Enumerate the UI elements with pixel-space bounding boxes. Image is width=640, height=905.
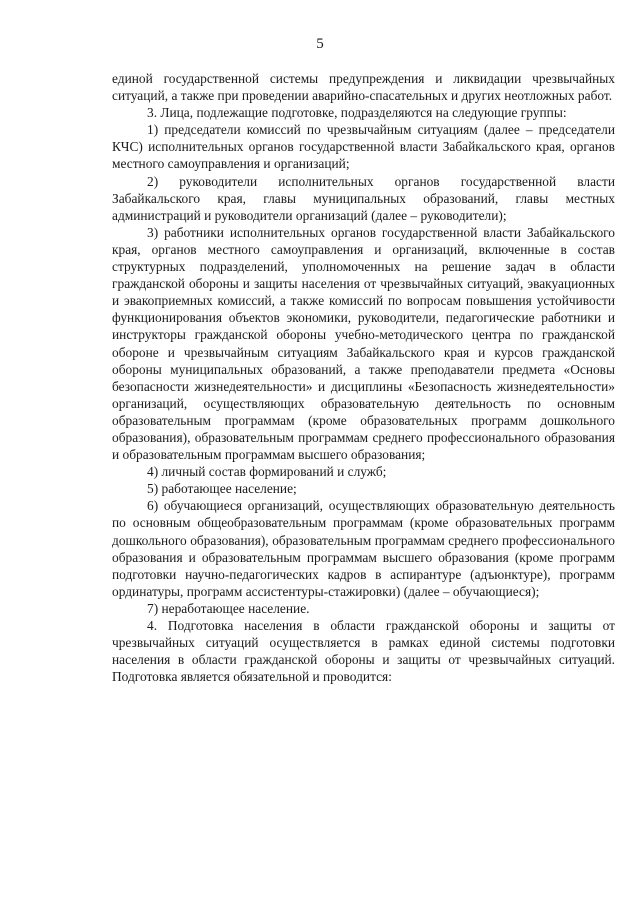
page-number: 5 [316, 36, 324, 52]
paragraph-continuation: единой государственной системы предупреждения и ликвидации чрезвычайных ситуаций, а также при проведении аварийно-спасательных и других неотложных работ. [112, 71, 615, 104]
paragraph-group-3: 3) работники исполнительных органов государственной власти Забайкальского края, органов местного самоуправления и организаций, включенные в состав структурных подразделений, уполномоченных на решение задач в области гражданской обороны и защиты населения от чрезвычайных ситуаций, эвакуационных и эвакоприемных комиссий, а также комиссий по вопросам повышения устойчивости функционирования объектов экономики, руководители, педагогические работники и инструкторы гражданской обороны учебно-методического центра по гражданской обороне и чрезвычайным ситуациям Забайкальского края и курсов гражданской обороны муниципальных образований, а также преподаватели предмета «Основы безопасности жизнедеятельности» и дисциплины «Безопасность жизнедеятельности» организаций, осуществляющих образовательную деятельность по основным образовательным программам (кроме образовательных программ дошкольного образования), образовательным программам среднего профессионального образования и образовательным программам высшего образования; [112, 224, 615, 463]
paragraph-item-4: 4. Подготовка населения в области гражданской обороны и защиты от чрезвычайных ситуаций осуществляется в рамках единой системы подготовки населения в области гражданской обороны и защиты от чрезвычайных ситуаций. Подготовка является обязательной и проводится: [112, 618, 615, 685]
document-body [112, 70, 615, 685]
paragraph-group-4: 4) личный состав формирований и служб; [147, 464, 387, 480]
paragraph-item-3-intro: 3. Лица, подлежащие подготовке, подразделяются на следующие группы: [147, 105, 567, 121]
paragraph-group-1: 1) председатели комиссий по чрезвычайным ситуациям (далее – председатели КЧС) исполнительных органов государственной власти Забайкальского края, органов местного самоуправления и организаций; [112, 122, 615, 172]
paragraph-group-2: 2) руководители исполнительных органов государственной власти Забайкальского края, главы муниципальных образований, главы местных администраций и руководители организаций (далее – руководители); [112, 173, 615, 223]
paragraph-group-6: 6) обучающиеся организаций, осуществляющих образовательную деятельность по основным общеобразовательным программам (кроме образовательных программ дошкольного образования), образовательным программам среднего профессионального образования и образовательным программам высшего образования (кроме программ подготовки научно-педагогических кадров в аспирантуре (адъюнктуре), программ ординатуры, программ ассистентуры-стажировки) (далее – обучающиеся); [112, 498, 615, 599]
paragraph-group-5: 5) работающее население; [147, 481, 297, 497]
paragraph-group-7: 7) неработающее население. [147, 600, 310, 616]
